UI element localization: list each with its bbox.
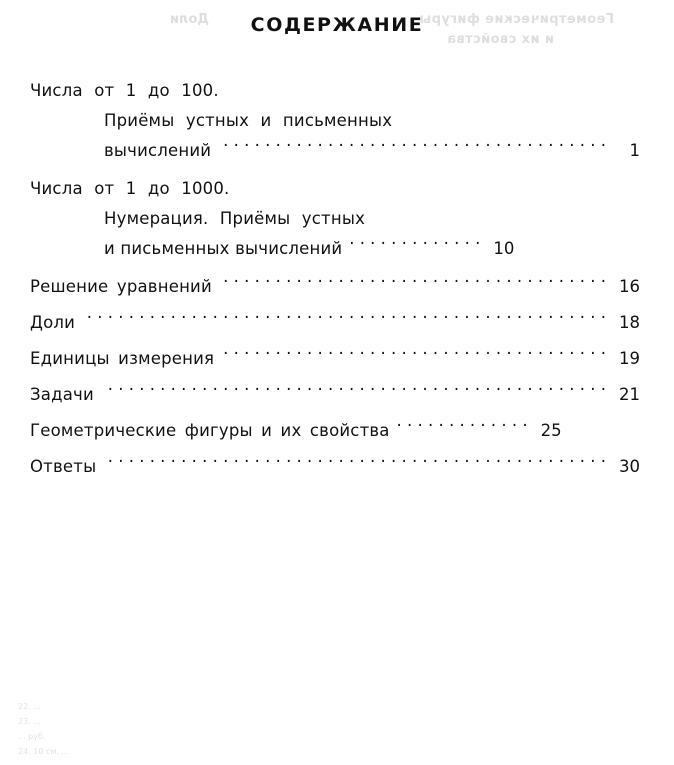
bleed-bottom-line: 23. ... [18,717,41,726]
toc-page-number: 25 [540,421,562,440]
toc-page-number: 18 [619,313,640,332]
toc-entry[interactable] [0,452,674,482]
leader-dots [219,140,606,157]
toc-page-number: 10 [493,239,515,258]
toc-entry-text: Приёмы устных и письменных [104,111,393,130]
bleed-text-left-2: и их свойства [446,32,554,47]
toc-entry-line [30,136,640,166]
toc-entry-text: Задачи [30,385,94,404]
toc-entry[interactable] [0,76,674,166]
leader-dots [350,238,480,255]
page-title: СОДЕРЖАНИЕ [250,14,424,36]
toc-entry[interactable] [0,272,674,302]
toc-page-number: 16 [619,277,640,296]
toc-entry-text: Геометрические фигуры и их свойства [30,421,390,440]
toc-entry-text: Числа от 1 до 100. [30,81,219,100]
toc-entry-text: Ответы [30,457,97,476]
toc-entry-text: Нумерация. Приёмы устных [104,209,366,228]
toc-entry[interactable] [0,174,674,264]
toc-entry-text: Числа от 1 до 1000. [30,179,230,198]
toc-entry-line [30,416,640,446]
leader-dots [222,348,606,365]
toc-entry-line [30,204,640,234]
table-of-contents [0,76,674,488]
toc-entry-text: Решение уравнений [30,277,212,296]
toc-entry-line [30,380,640,410]
toc-page-number: 30 [619,457,640,476]
leader-dots [398,420,528,437]
toc-entry[interactable] [0,344,674,374]
leader-dots [220,276,606,293]
bleed-bottom-line: 22. ... [18,702,41,711]
toc-entry-text: Единицы измерения [30,349,215,368]
toc-entry-line [30,344,640,374]
leader-dots [104,456,606,473]
toc-entry-line [30,234,640,264]
reverse-page-bleed-bottom [18,699,238,759]
toc-entry-line [30,106,640,136]
toc-entry-text: Доли [30,313,76,332]
toc-entry-text: вычислений [104,141,212,160]
bleed-bottom-line: ... руб. [18,732,46,741]
toc-entry[interactable] [0,416,674,446]
toc-page-number: 19 [619,349,640,368]
leader-dots [102,384,606,401]
toc-page-number: 21 [619,385,640,404]
toc-entry-line [30,452,640,482]
toc-entry[interactable] [0,308,674,338]
bleed-text-left-1: Геометрические фигуры [419,12,614,27]
toc-entry-line [30,76,640,106]
toc-entry-line [30,272,640,302]
toc-entry-text: и письменных вычислений [104,239,343,258]
leader-dots [83,312,606,329]
toc-entry-line [30,308,640,338]
toc-entry[interactable] [0,380,674,410]
toc-page-number: 1 [629,141,640,160]
bleed-bottom-line: 24. 10 см, ... [18,747,70,756]
toc-entry-line [30,174,640,204]
bleed-text-right: Доли [169,12,209,27]
